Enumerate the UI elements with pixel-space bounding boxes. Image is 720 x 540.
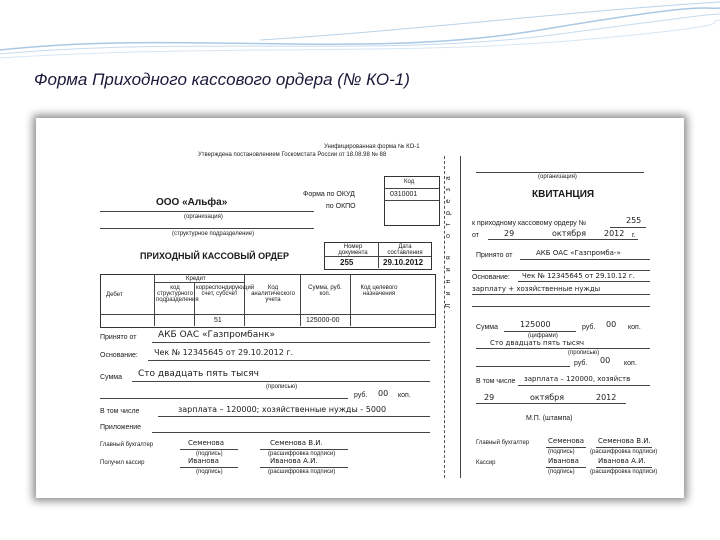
doc-number: 255	[340, 258, 354, 267]
receipt-rub2-label: руб.	[574, 360, 588, 367]
receipt-kop2-label: коп.	[624, 360, 637, 367]
approved-label: Утверждена постановлением Госкомстата России от 18.08.98 № 88	[198, 152, 387, 158]
receipt-to-order: к приходному кассовому ордеру №	[472, 220, 587, 227]
col-analytic-header: Код аналитического учета	[251, 285, 295, 303]
kop-label: коп.	[398, 392, 411, 399]
debit-header: Дебет	[106, 292, 123, 298]
col-purpose-header: Код целевого назначения	[360, 285, 398, 297]
decorative-waves	[0, 0, 720, 64]
receipt-rub-label: руб.	[582, 324, 596, 331]
okud-value: 0310001	[390, 191, 418, 198]
receipt-chief-sign: Семенова	[548, 437, 585, 445]
including-label: В том числе	[100, 408, 140, 415]
basis-label: Основание:	[100, 352, 138, 359]
receipt-date-month: октября	[530, 393, 565, 402]
receipt-cashier-decoding-caption: (расшифровка подписи)	[590, 469, 658, 475]
accepted-label: Принято от	[100, 334, 137, 341]
receipt-cashier-name: Иванова А.И.	[598, 457, 646, 465]
chief-sign: Семенова	[188, 439, 225, 447]
receipt-digits-caption: (цифрами)	[528, 333, 558, 339]
date-header: Дата составления	[387, 244, 423, 256]
receipt-cashier-label: Кассир	[476, 460, 496, 466]
receipt-sum-value: 125000	[520, 320, 551, 329]
doc-date: 29.10.2012	[383, 258, 424, 267]
code-header: Код	[404, 179, 415, 185]
receipt-including-value: зарплата – 120000, хозяйств	[524, 375, 631, 383]
receipt-date-day: 29	[484, 393, 495, 402]
chief-sign-caption: (подпись)	[196, 451, 223, 457]
receipt-from-label: от	[472, 232, 479, 239]
receipt-basis-label: Основание:	[472, 274, 510, 281]
receipt-chief-label: Главный бухгалтер	[476, 440, 530, 446]
sum-words-caption: (прописью)	[266, 384, 298, 390]
dept-caption: (структурное подразделение)	[172, 231, 255, 237]
receipt-kop-value: 00	[606, 320, 617, 329]
receipt-chief-decoding-caption: (расшифровка подписи)	[590, 449, 658, 455]
receipt-year: 2012	[604, 229, 625, 238]
receipt-cashier-sign-caption: (подпись)	[548, 469, 575, 475]
chief-name: Семенова В.И.	[270, 439, 323, 447]
document-scan-frame	[36, 118, 684, 498]
receipt-stamp: М.П. (штампа)	[526, 415, 573, 422]
cashier-decoding-caption: (расшифровка подписи)	[268, 469, 336, 475]
receipt-chief-name: Семенова В.И.	[598, 437, 651, 445]
credit-header: Кредит	[186, 276, 206, 282]
okpo-label: по ОКПО	[326, 203, 356, 210]
kop-value: 00	[378, 389, 389, 398]
attachment-label: Приложение	[100, 424, 142, 431]
col-sum-header: Сумма, руб. коп.	[308, 285, 342, 297]
receipt-title: КВИТАНЦИЯ	[532, 189, 595, 200]
receipt-sum-words: Сто двадцать пять тысяч	[490, 339, 585, 347]
rub-label: руб.	[354, 392, 368, 399]
cut-line-label: Линия отреза	[445, 168, 452, 308]
chief-label: Главный бухгалтер	[100, 442, 154, 448]
receipt-basis-value: Чек № 12345645 от 29.10.12 г.	[522, 272, 635, 280]
including-value: зарплата – 120000; хозяйственные нужды - 5000	[178, 405, 387, 414]
receipt-sum-label: Сумма	[476, 324, 498, 331]
cashier-sign: Иванова	[188, 457, 219, 465]
unified-form-label: Унифицированная форма № КО-1	[324, 144, 420, 150]
receipt-basis-cont: зарплату + хозяйственные нужды	[472, 285, 601, 293]
receipt-words-caption: (прописью)	[568, 350, 600, 356]
chief-decoding-caption: (расшифровка подписи)	[268, 451, 336, 457]
accepted-value: АКБ ОАС «Газпромбанк»	[158, 330, 276, 340]
cashier-label: Получил кассир	[100, 460, 145, 466]
sum-words: Сто двадцать пять тысяч	[138, 369, 259, 379]
sum-label: Сумма	[100, 374, 122, 381]
receipt-including-label: В том числе	[476, 378, 516, 385]
receipt-day: 29	[504, 229, 515, 238]
cash-order-document	[48, 128, 672, 488]
num-header: Номер документа	[338, 244, 368, 256]
cashier-sign-caption: (подпись)	[196, 469, 223, 475]
receipt-year-suffix: г.	[632, 232, 636, 239]
doc-title: ПРИХОДНЫЙ КАССОВЫЙ ОРДЕР	[140, 251, 289, 261]
sum-value: 125000-00	[306, 317, 340, 324]
receipt-kop2-value: 00	[600, 356, 611, 365]
cashier-name: Иванова А.И.	[270, 457, 318, 465]
corr-account-value: 51	[214, 317, 222, 324]
okud-label: Форма по ОКУД	[303, 191, 355, 198]
receipt-accepted-label: Принято от	[476, 252, 513, 259]
receipt-org-caption: (организация)	[538, 174, 577, 180]
col-struct-header: код структурного подразделения	[156, 285, 199, 303]
col-corr-header: корреспондирующий счет, субсчет	[196, 285, 255, 297]
receipt-order-number: 255	[626, 216, 642, 225]
receipt-kop-label: коп.	[628, 324, 641, 331]
receipt-accepted-value: АКБ ОАС «Газпромба-»	[536, 249, 621, 257]
basis-value: Чек № 12345645 от 29.10.2012 г.	[154, 348, 294, 357]
receipt-cashier-sign: Иванова	[548, 457, 579, 465]
org-caption: (организация)	[184, 214, 223, 220]
receipt-date-year: 2012	[596, 393, 617, 402]
organization-name: ООО «Альфа»	[156, 197, 228, 208]
receipt-month: октября	[552, 229, 587, 238]
slide-title: Форма Приходного кассового ордера (№ КО-1)	[34, 70, 410, 89]
receipt-chief-sign-caption: (подпись)	[548, 449, 575, 455]
